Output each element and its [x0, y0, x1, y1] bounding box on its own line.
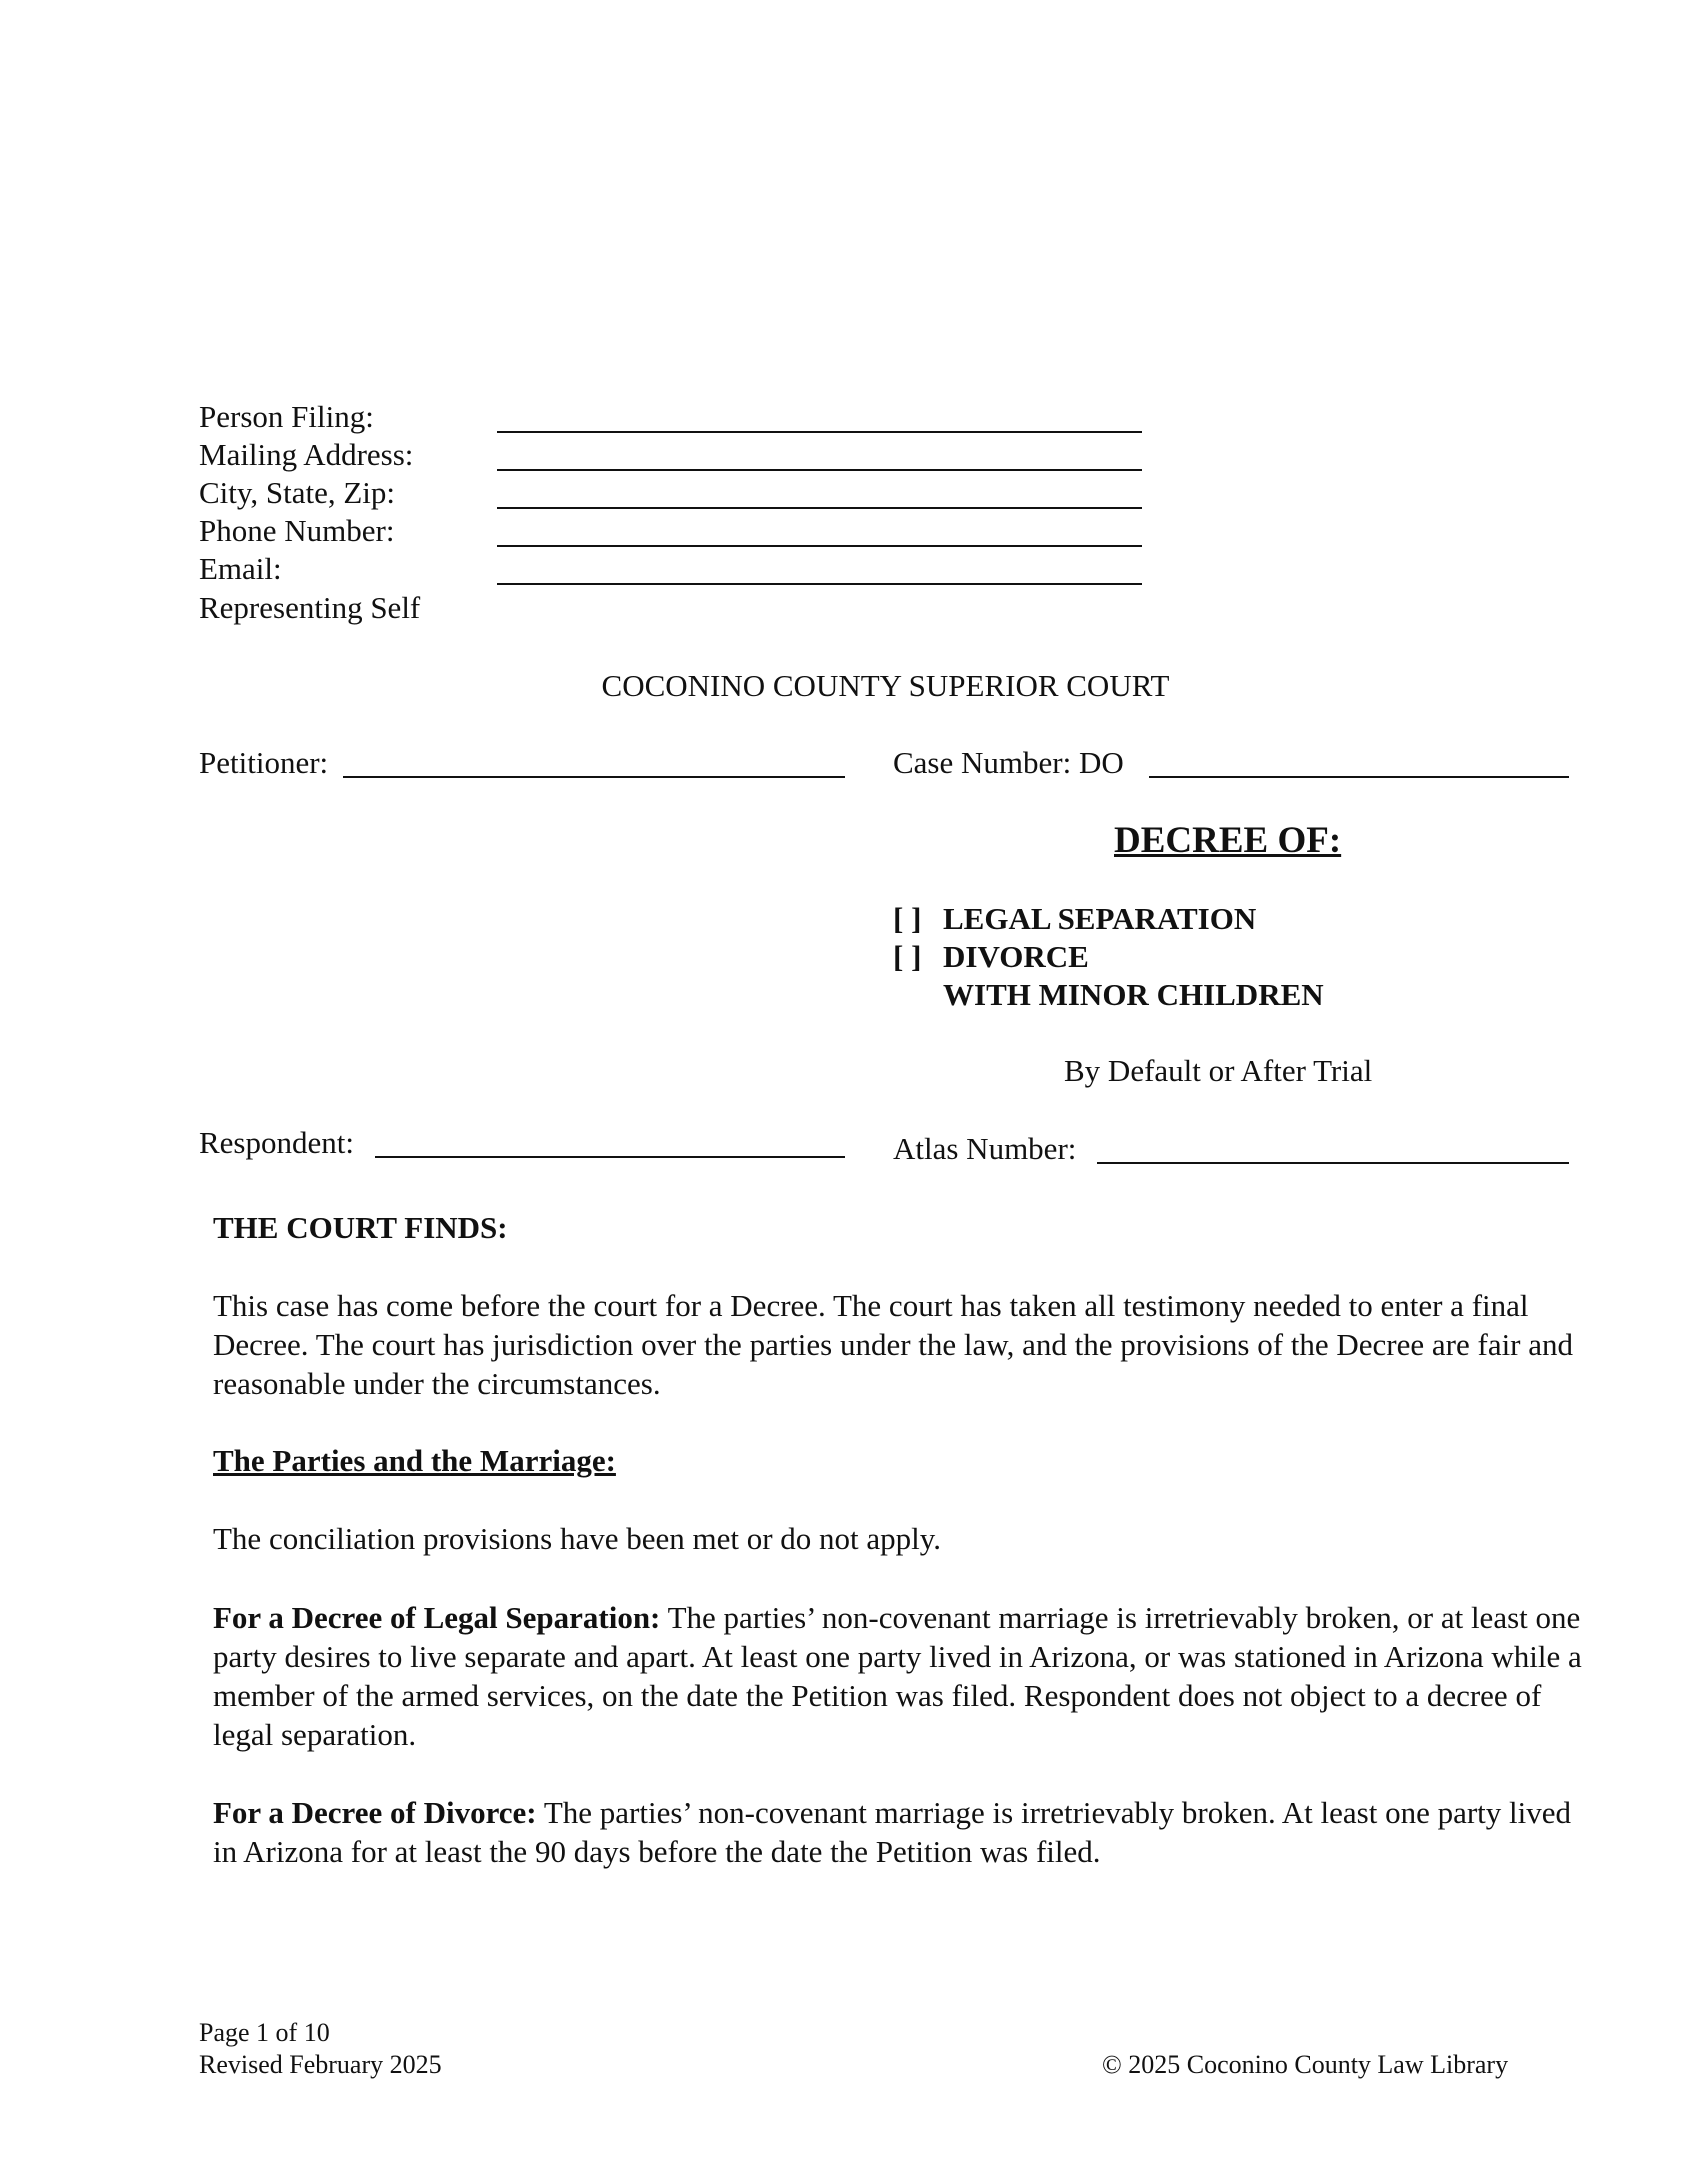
email-line[interactable]	[497, 583, 1142, 585]
court-name: COCONINO COUNTY SUPERIOR COURT	[601, 668, 1170, 703]
person-filing-label: Person Filing:	[199, 399, 374, 434]
divorce-option: DIVORCE	[943, 939, 1089, 974]
page-number: Page 1 of 10	[199, 2018, 330, 2047]
divorce-text: The parties’ non-covenant marriage is irretrievably broken. At least one party lived in Arizona for at least the 90 days before the date the Petition was filed.	[213, 1795, 1572, 1869]
divorce-checkbox[interactable]: [ ]	[893, 939, 922, 974]
person-filing-line[interactable]	[497, 431, 1142, 433]
court-finds-heading: THE COURT FINDS:	[213, 1210, 508, 1245]
divorce-minor-children: WITH MINOR CHILDREN	[943, 977, 1324, 1012]
divorce-paragraph	[213, 1793, 1583, 1871]
legal-separation-text: The parties’ non-covenant marriage is irretrievably broken, or at least one party desires to live separate and apart. At least one party lived in Arizona, or was stationed in Arizona while a member of the armed services, on the date the Petition was filed. Respondent does not object to a decree of legal separation.	[213, 1600, 1582, 1752]
petitioner-label: Petitioner:	[199, 745, 329, 780]
decree-title: DECREE OF:	[1114, 820, 1342, 861]
city-state-zip-label: City, State, Zip:	[199, 475, 396, 510]
atlas-number-label: Atlas Number:	[893, 1131, 1077, 1166]
mailing-address-label: Mailing Address:	[199, 437, 414, 472]
case-number-label: Case Number: DO	[893, 745, 1124, 780]
petitioner-line[interactable]	[343, 776, 845, 778]
decree-method: By Default or After Trial	[1064, 1053, 1373, 1088]
atlas-number-line[interactable]	[1097, 1162, 1569, 1164]
intro-text: This case has come before the court for a Decree. The court has taken all testimony needed to enter a final Decree. The court has jurisdiction over the parties under the law, and the provisions of the Decree are fair and reasonable under the circumstances.	[213, 1288, 1574, 1401]
respondent-label: Respondent:	[199, 1125, 354, 1160]
case-number-line[interactable]	[1149, 776, 1569, 778]
divorce-label: For a Decree of Divorce:	[213, 1795, 537, 1830]
parties-marriage-heading: The Parties and the Marriage:	[213, 1443, 616, 1478]
phone-number-line[interactable]	[497, 545, 1142, 547]
legal-separation-paragraph	[213, 1598, 1583, 1754]
legal-separation-option: LEGAL SEPARATION	[943, 901, 1257, 936]
conciliation-text: The conciliation provisions have been met or do not apply.	[213, 1521, 942, 1556]
copyright: © 2025 Coconino County Law Library	[1102, 2050, 1509, 2079]
respondent-line[interactable]	[375, 1156, 845, 1158]
representing-self-label: Representing Self	[199, 590, 421, 625]
mailing-address-line[interactable]	[497, 469, 1142, 471]
legal-separation-label: For a Decree of Legal Separation:	[213, 1600, 661, 1635]
legal-separation-checkbox[interactable]: [ ]	[893, 901, 922, 936]
email-label: Email:	[199, 551, 282, 586]
revised-date: Revised February 2025	[199, 2050, 442, 2079]
city-state-zip-line[interactable]	[497, 507, 1142, 509]
phone-number-label: Phone Number:	[199, 513, 395, 548]
intro-paragraph	[213, 1286, 1583, 1403]
